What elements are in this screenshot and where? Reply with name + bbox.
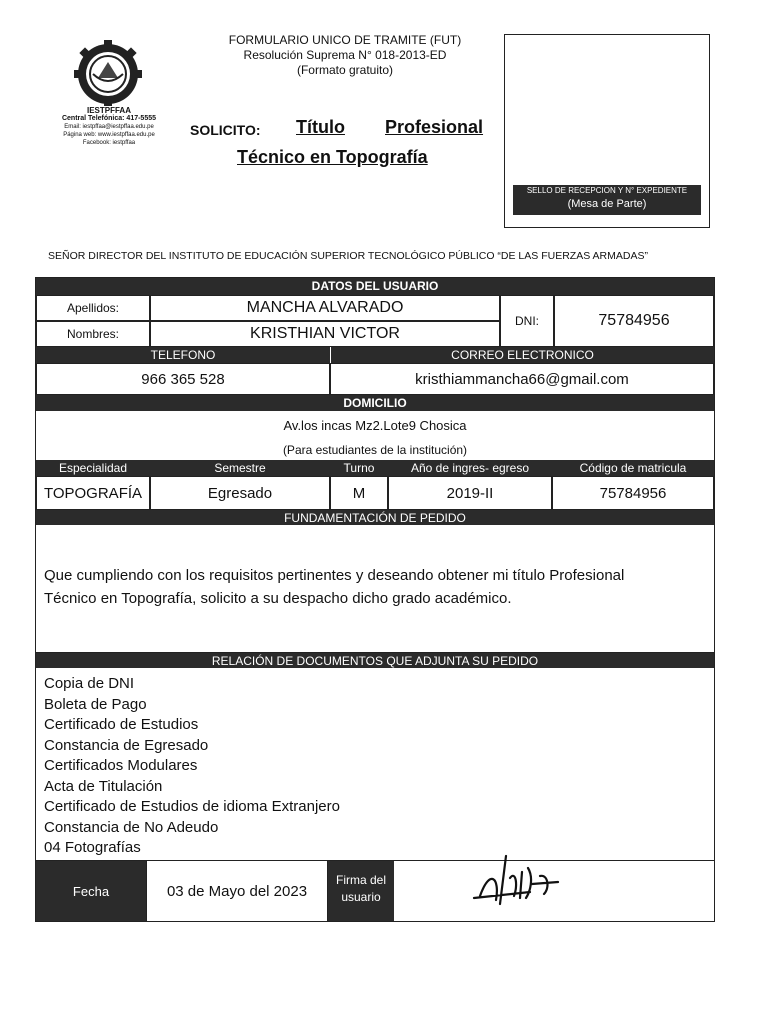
firma-label	[328, 861, 394, 921]
list-item: Copia de DNI	[44, 675, 135, 692]
fecha-label: Fecha	[36, 861, 146, 921]
turno-value: M	[330, 476, 388, 510]
solicito-word2: Profesional	[385, 117, 484, 137]
telefono-value: 966 365 528	[36, 363, 330, 395]
dni-value: 75784956	[554, 295, 714, 347]
list-item: Constancia de Egresado	[44, 736, 209, 754]
stamp-box	[504, 34, 710, 228]
list-item: Certificado de Estudios de idioma Extranjero	[44, 798, 340, 815]
domicilio-value: Av.los incas Mz2.Lote9 Chosica	[283, 418, 467, 433]
logo-phone: Central Telefónica: 417-5555	[61, 115, 157, 122]
apellidos-value: MANCHA ALVARADO	[150, 295, 500, 321]
apellidos-label: Apellidos:	[36, 295, 150, 321]
handwritten-signature-icon	[470, 848, 570, 912]
especialidad-value: TOPOGRAFÍA	[36, 476, 150, 510]
domicilio-header: DOMICILIO	[36, 395, 714, 411]
logo-facebook: Facebook: iestpffaa	[82, 140, 136, 146]
fundamentacion-header: FUNDAMENTACIÓN DE PEDIDO	[36, 510, 714, 525]
fundamentacion-line1: Que cumpliendo con los requisitos pertinentes y deseando obtener mi título Profesional	[44, 567, 625, 584]
fundamentacion-text	[44, 564, 709, 610]
student-note: (Para estudiantes de la institución)	[282, 443, 468, 457]
logo-name: IESTPFFAA	[86, 106, 131, 115]
datos-usuario-header: DATOS DEL USUARIO	[36, 278, 714, 295]
documentos-header: RELACIÓN DE DOCUMENTOS QUE ADJUNTA SU PEDIDO	[36, 652, 714, 668]
stamp-line2: (Mesa de Parte)	[567, 198, 647, 210]
solicito-label: SOLICITO:	[190, 122, 261, 138]
addressee: SEÑOR DIRECTOR DEL INSTITUTO DE EDUCACIÓN SUPERIOR TECNOLÓGICO PÚBLICO “DE LAS FUERZAS ARMADAS”	[48, 250, 648, 262]
firma-label-line1: Firma del	[335, 873, 386, 887]
list-item: Constancia de No Adeudo	[44, 818, 219, 836]
list-item: 04 Fotografías	[44, 839, 141, 856]
anio-header: Año de ingres- egreso	[388, 460, 552, 476]
telefono-header: TELEFONO	[36, 347, 330, 363]
list-item: Boleta de Pago	[44, 695, 147, 713]
fundamentacion-line2: Técnico en Topografía, solicito a su despacho dicho grado académico.	[44, 590, 512, 607]
semestre-header: Semestre	[150, 460, 330, 476]
firma-label-line2: usuario	[341, 890, 381, 904]
semestre-value: Egresado	[150, 476, 330, 510]
institute-logo	[68, 38, 148, 108]
nombres-value: KRISTHIAN VICTOR	[150, 321, 500, 347]
stamp-line1: SELLO DE RECEPCION Y N° EXPEDIENTE	[526, 186, 688, 195]
form-resolution: Resolución Suprema N° 018-2013-ED	[243, 48, 447, 62]
logo-web: Página web: www.iestpffaa.edu.pe	[63, 132, 155, 138]
especialidad-header: Especialidad	[36, 460, 150, 476]
form-title: FORMULARIO UNICO DE TRAMITE (FUT)	[228, 33, 462, 47]
list-item: Certificados Modulares	[44, 757, 198, 774]
list-item: Acta de Titulación	[44, 777, 163, 795]
nombres-label: Nombres:	[36, 321, 150, 347]
correo-header: CORREO ELECTRONICO	[330, 347, 714, 363]
codigo-value: 75784956	[552, 476, 714, 510]
anio-value: 2019-II	[388, 476, 552, 510]
turno-header: Turno	[330, 460, 388, 476]
logo-email: Email: iestpffaa@iestpffaa.edu.pe	[64, 124, 154, 130]
solicito-line2: Técnico en Topografía	[237, 147, 428, 167]
fecha-value: 03 de Mayo del 2023	[146, 861, 328, 921]
gear-emblem-icon	[68, 38, 148, 108]
list-item: Certificado de Estudios	[44, 716, 199, 733]
form-note: (Formato gratuito)	[296, 63, 394, 77]
stamp-label	[513, 185, 701, 215]
dni-label: DNI:	[500, 295, 554, 347]
documentos-list	[44, 674, 704, 859]
codigo-header: Código de matricula	[552, 460, 714, 476]
correo-value: kristhiammancha66@gmail.com	[330, 363, 714, 395]
solicito-word1: Título	[296, 117, 345, 137]
signature-image	[470, 848, 570, 912]
